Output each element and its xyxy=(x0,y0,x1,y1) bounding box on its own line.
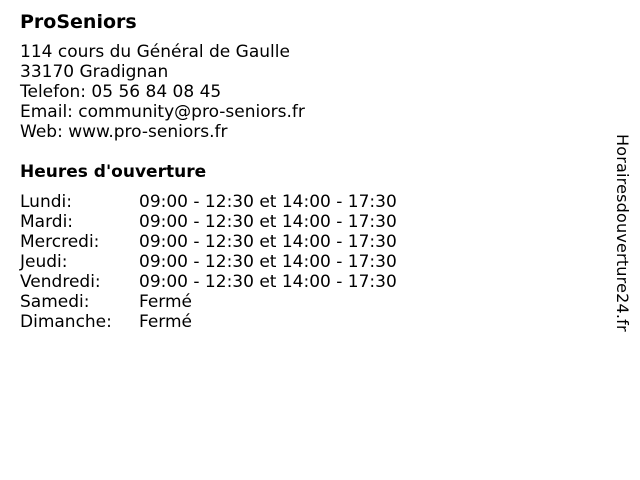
hours-heading: Heures d'ouverture xyxy=(20,162,207,182)
hours-row-tuesday xyxy=(20,212,580,232)
phone-line: Telefon: 05 56 84 08 45 xyxy=(20,82,222,102)
business-card xyxy=(20,10,580,332)
day-label: Lundi: xyxy=(20,192,72,212)
hours-value: 09:00 - 12:30 et 14:00 - 17:30 xyxy=(139,272,397,292)
hours-row-wednesday xyxy=(20,232,580,252)
day-label: Dimanche: xyxy=(20,312,112,332)
address-line-1: 114 cours du Général de Gaulle xyxy=(20,42,290,62)
hours-row-saturday xyxy=(20,292,580,312)
hours-row-monday xyxy=(20,192,580,212)
hours-value: 09:00 - 12:30 et 14:00 - 17:30 xyxy=(139,192,397,212)
hours-value: 09:00 - 12:30 et 14:00 - 17:30 xyxy=(139,252,397,272)
hours-table xyxy=(20,192,580,332)
day-label: Vendredi: xyxy=(20,272,101,292)
day-label: Mercredi: xyxy=(20,232,100,252)
hours-row-thursday xyxy=(20,252,580,272)
hours-row-sunday xyxy=(20,312,580,332)
email-line: Email: community@pro-seniors.fr xyxy=(20,102,305,122)
web-line: Web: www.pro-seniors.fr xyxy=(20,122,228,142)
hours-value: Fermé xyxy=(139,292,193,312)
hours-value: 09:00 - 12:30 et 14:00 - 17:30 xyxy=(139,212,397,232)
day-label: Samedi: xyxy=(20,292,90,312)
site-watermark-label: Horairesdouverture24.fr xyxy=(613,134,632,332)
hours-value: Fermé xyxy=(139,312,193,332)
contact-info xyxy=(20,42,580,142)
day-label: Jeudi: xyxy=(20,252,68,272)
address-line-2: 33170 Gradignan xyxy=(20,62,169,82)
hours-value: 09:00 - 12:30 et 14:00 - 17:30 xyxy=(139,232,397,252)
hours-row-friday xyxy=(20,272,580,292)
business-name: ProSeniors xyxy=(20,11,137,33)
day-label: Mardi: xyxy=(20,212,74,232)
